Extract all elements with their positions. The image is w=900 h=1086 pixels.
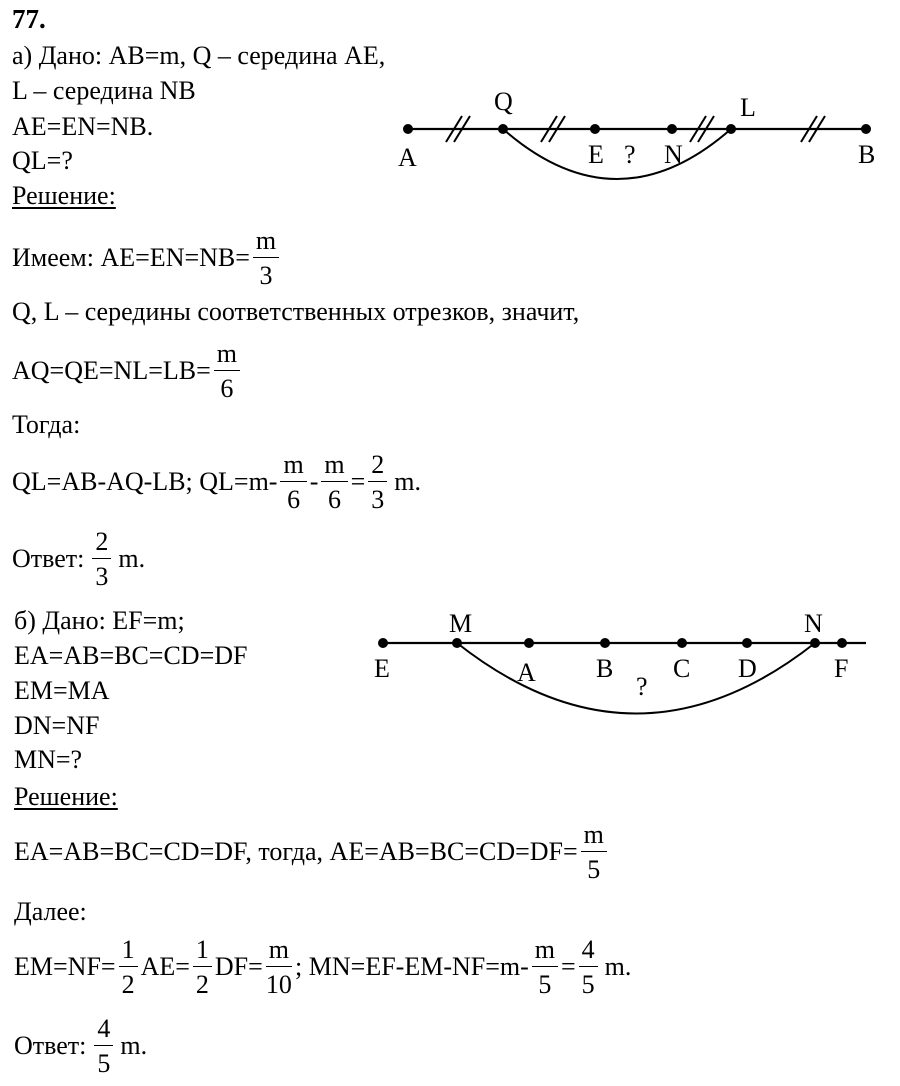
a-have-fraction: $\frac{m}{3}$: [253, 228, 279, 289]
fig-a-point-q: [498, 124, 508, 134]
a-given-line-4: QL=?: [12, 146, 73, 175]
fig-a-point-l: [726, 124, 736, 134]
a-halves-fraction: $\frac{m}{6}$: [214, 341, 240, 402]
fig-b-label-n: N: [804, 609, 823, 638]
fig-b-point-b: [600, 638, 610, 648]
fig-a-label-n: N: [664, 140, 683, 169]
fig-a-point-e: [590, 124, 600, 134]
b-next-line: Далее:: [14, 897, 87, 926]
a-given-line-2: L – середина NB: [12, 76, 196, 105]
fig-b-label-c: C: [673, 654, 691, 683]
fig-a-label-e: E: [588, 140, 604, 169]
a-calc-fraction-3: $\frac{2}{3}$: [368, 452, 387, 513]
fig-b-point-a: [524, 638, 534, 648]
b-first-line: EA=AB=BC=CD=DF, тогда, AE=AB=BC=CD=DF= $\frac{m}{5}$: [14, 820, 610, 884]
b-solution-heading: Решение:: [14, 782, 118, 811]
fig-a-arc-ql: [503, 129, 731, 179]
b-calc-fraction-1: $\frac{1}{2}$: [119, 937, 138, 998]
fig-a-label-b: B: [858, 140, 876, 169]
a-given-line-1: а) Дано: AB=m, Q – середина AE,: [12, 41, 386, 70]
b-calc-fraction-4: $\frac{m}{5}$: [532, 937, 558, 998]
figure-a: [0, 0, 900, 240]
b-calc-fraction-2: $\frac{1}{2}$: [193, 937, 212, 998]
fig-b-label-e: E: [374, 654, 390, 683]
fig-b-point-n: [810, 638, 820, 648]
a-halves-line: AQ=QE=NL=LB= $\frac{m}{6}$: [12, 339, 243, 403]
b-given-line-3: EM=MA: [14, 676, 110, 705]
fig-a-label-question: ?: [624, 140, 636, 169]
fig-a-point-b: [861, 124, 871, 134]
a-answer-fraction: $\frac{2}{3}$: [92, 529, 111, 590]
a-then-line: Тогда:: [12, 410, 81, 439]
b-given-line-5: MN=?: [14, 745, 83, 774]
a-calc-line: QL=AB-AQ-LB; QL=m- $\frac{m}{6}$ - $\frac{m}{6}$ = $\frac{2}{3}$ m.: [12, 449, 422, 514]
a-given-line-3: AE=EN=NB.: [12, 112, 154, 141]
b-calc-line: EM=NF= $\frac{1}{2}$ AE= $\frac{1}{2}$ DF= $\frac{m}{10}$ ; MN=EF-EM-NF=m- $\frac{m}{5}$ = $\frac{4}{5}$ m.: [14, 934, 632, 999]
fig-b-label-f: F: [834, 654, 849, 683]
fig-a-point-n: [667, 124, 677, 134]
fig-b-point-d: [742, 638, 752, 648]
fig-a-label-q: Q: [494, 87, 513, 116]
a-midpoints-line: Q, L – середины соответственных отрезков, значит,: [12, 297, 580, 326]
a-have-line: Имеем: AE=EN=NB= $\frac{m}{3}$: [12, 226, 282, 290]
a-calc-fraction-1: $\frac{m}{6}$: [280, 452, 306, 513]
a-calc-fraction-2: $\frac{m}{6}$: [321, 452, 347, 513]
b-calc-fraction-3: $\frac{m}{10}$: [265, 934, 292, 999]
fig-b-label-question: ?: [636, 672, 648, 701]
b-calc-fraction-5: $\frac{4}{5}$: [579, 937, 598, 998]
fig-a-point-a: [403, 124, 413, 134]
a-answer-line: Ответ: $\frac{2}{3}$ m.: [12, 526, 146, 591]
problem-number: 77.: [12, 4, 46, 34]
fig-b-point-m: [452, 638, 462, 648]
fig-b-label-a: A: [517, 658, 536, 687]
a-solution-heading: Решение:: [12, 181, 116, 210]
b-given-line-2: EA=AB=BC=CD=DF: [14, 641, 248, 670]
fig-b-label-d: D: [738, 654, 757, 683]
b-answer-fraction: $\frac{4}{5}$: [94, 1016, 113, 1077]
b-first-fraction: $\frac{m}{5}$: [581, 822, 607, 883]
b-given-line-1: б) Дано: EF=m;: [14, 606, 185, 635]
fig-a-label-l: L: [740, 93, 756, 122]
b-answer-line: Ответ: $\frac{4}{5}$ m.: [14, 1013, 148, 1078]
fig-b-label-m: M: [449, 609, 473, 638]
b-given-line-4: DN=NF: [14, 711, 100, 740]
fig-b-point-f: [837, 638, 847, 648]
fig-b-point-e: [378, 638, 388, 648]
fig-b-label-b: B: [596, 654, 614, 683]
figure-b: [0, 560, 900, 730]
fig-a-label-a: A: [398, 143, 417, 172]
fig-b-point-c: [677, 638, 687, 648]
